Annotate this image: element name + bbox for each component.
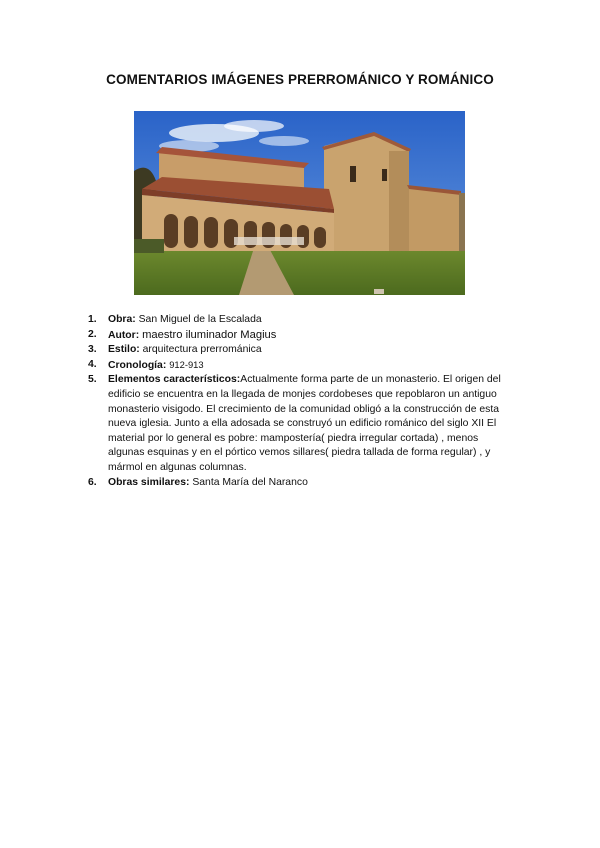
item-label: Obra: xyxy=(108,314,136,325)
item-value: Actualmente forma parte de un monasterio. El origen del edificio se encuentra en la llegada de monjes cordobeses que repoblaron un antiguo monasterio visigodo. El crecimiento de la comunidad obligó a la construcción de esta nueva iglesia. Junto a ella adosada se construyó un edificio románico del siglo XII El material por lo general es pobre: mampostería( piedra irregular cortada) , menos algunas esquinas y en el pórtico vemos sillares( piedra tallada de forma regular) , y mármol en algunas columnas. xyxy=(108,374,501,473)
item-number: 4. xyxy=(88,358,97,370)
list-item-cronologia xyxy=(88,358,508,374)
item-value: arquitectura prerrománica xyxy=(142,344,262,356)
item-label: Estilo: xyxy=(108,344,140,356)
list-item-autor xyxy=(88,328,508,344)
list-item-obras-similares xyxy=(88,476,508,491)
church-photo xyxy=(134,111,465,295)
info-list xyxy=(88,313,508,490)
item-value: Santa María del Naranco xyxy=(192,476,308,488)
item-value: maestro iluminador Magius xyxy=(142,328,277,341)
item-number: 6. xyxy=(88,476,97,488)
item-label: Autor: xyxy=(108,329,140,341)
page-title: COMENTARIOS IMÁGENES PRERROMÁNICO Y ROMÁNICO xyxy=(106,72,494,87)
item-label: Obras similares: xyxy=(108,476,190,488)
item-number: 5. xyxy=(88,374,97,386)
item-value: San Miguel de la Escalada xyxy=(138,314,262,325)
item-number: 3. xyxy=(88,344,97,356)
list-item-obra xyxy=(88,313,508,328)
list-item-elementos xyxy=(88,373,508,475)
item-label: Cronología: xyxy=(108,359,167,371)
list-item-estilo xyxy=(88,343,508,358)
item-number: 2. xyxy=(88,328,97,340)
item-value: 912-913 xyxy=(169,358,204,370)
item-number: 1. xyxy=(88,314,97,325)
item-label: Elementos característicos: xyxy=(108,374,241,386)
church-illustration xyxy=(134,111,465,295)
